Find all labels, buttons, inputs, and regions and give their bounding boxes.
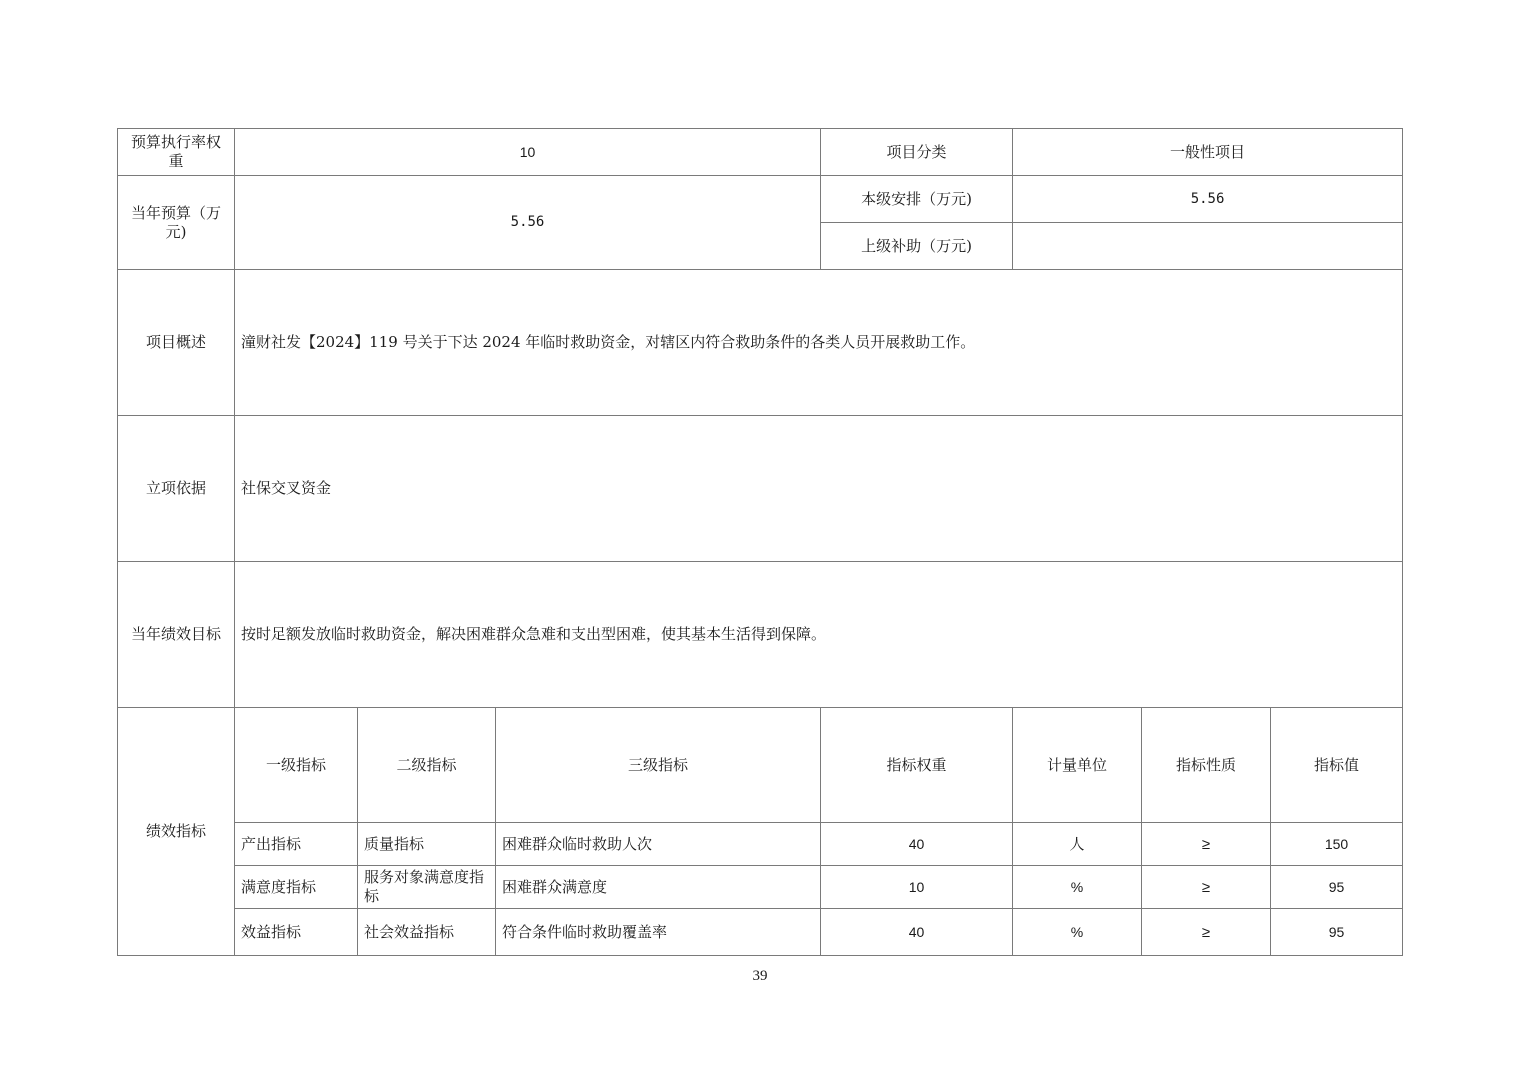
table-row <box>118 866 1403 909</box>
indicator-level2: 社会效益指标 <box>358 909 496 956</box>
budget-exec-rate-weight-label: 预算执行率权重 <box>118 129 235 176</box>
table-row <box>118 909 1403 956</box>
indicator-level2: 服务对象满意度指标 <box>358 866 496 909</box>
indicator-header-level2: 二级指标 <box>358 708 496 823</box>
performance-target-table <box>117 128 1403 956</box>
indicator-header-row <box>118 708 1403 823</box>
row-basis <box>118 416 1403 562</box>
local-arrangement-label: 本级安排（万元) <box>821 176 1013 223</box>
annual-budget-label: 当年预算（万元) <box>118 176 235 270</box>
overview-label: 项目概述 <box>118 270 235 416</box>
basis-label: 立项依据 <box>118 416 235 562</box>
local-arrangement-value: 5.56 <box>1013 176 1403 223</box>
row-budget-exec-rate <box>118 129 1403 176</box>
goal-label: 当年绩效目标 <box>118 562 235 708</box>
superior-subsidy-label: 上级补助（万元) <box>821 223 1013 270</box>
indicator-weight: 40 <box>821 823 1013 866</box>
row-annual-budget <box>118 176 1403 223</box>
indicator-weight: 10 <box>821 866 1013 909</box>
indicator-level1: 效益指标 <box>235 909 358 956</box>
indicator-header-level3: 三级指标 <box>496 708 821 823</box>
indicator-nature: ≥ <box>1142 909 1271 956</box>
indicator-header-level1: 一级指标 <box>235 708 358 823</box>
row-goal <box>118 562 1403 708</box>
indicator-header-value: 指标值 <box>1271 708 1403 823</box>
indicator-unit: % <box>1013 909 1142 956</box>
indicator-value: 95 <box>1271 866 1403 909</box>
indicator-level2: 质量指标 <box>358 823 496 866</box>
indicator-level1: 满意度指标 <box>235 866 358 909</box>
basis-text: 社保交叉资金 <box>235 416 1403 562</box>
indicator-value: 95 <box>1271 909 1403 956</box>
overview-text: 潼财社发【2024】119 号关于下达 2024 年临时救助资金，对辖区内符合救助条件的各类人员开展救助工作。 <box>235 270 1403 416</box>
indicator-level1: 产出指标 <box>235 823 358 866</box>
project-category-label: 项目分类 <box>821 129 1013 176</box>
indicator-unit: % <box>1013 866 1142 909</box>
indicators-label: 绩效指标 <box>118 708 235 956</box>
indicator-level3: 困难群众满意度 <box>496 866 821 909</box>
indicator-header-weight: 指标权重 <box>821 708 1013 823</box>
indicator-nature: ≥ <box>1142 866 1271 909</box>
annual-budget-value: 5.56 <box>235 176 821 270</box>
budget-exec-rate-weight-value: 10 <box>235 129 821 176</box>
superior-subsidy-value <box>1013 223 1403 270</box>
indicator-header-nature: 指标性质 <box>1142 708 1271 823</box>
page-number: 39 <box>752 968 768 984</box>
indicator-unit: 人 <box>1013 823 1142 866</box>
goal-text: 按时足额发放临时救助资金，解决困难群众急难和支出型困难，使其基本生活得到保障。 <box>235 562 1403 708</box>
indicator-level3: 符合条件临时救助覆盖率 <box>496 909 821 956</box>
indicator-nature: ≥ <box>1142 823 1271 866</box>
indicator-value: 150 <box>1271 823 1403 866</box>
row-overview <box>118 270 1403 416</box>
project-category-value: 一般性项目 <box>1013 129 1403 176</box>
table-row <box>118 823 1403 866</box>
indicator-level3: 困难群众临时救助人次 <box>496 823 821 866</box>
indicator-header-unit: 计量单位 <box>1013 708 1142 823</box>
indicator-weight: 40 <box>821 909 1013 956</box>
